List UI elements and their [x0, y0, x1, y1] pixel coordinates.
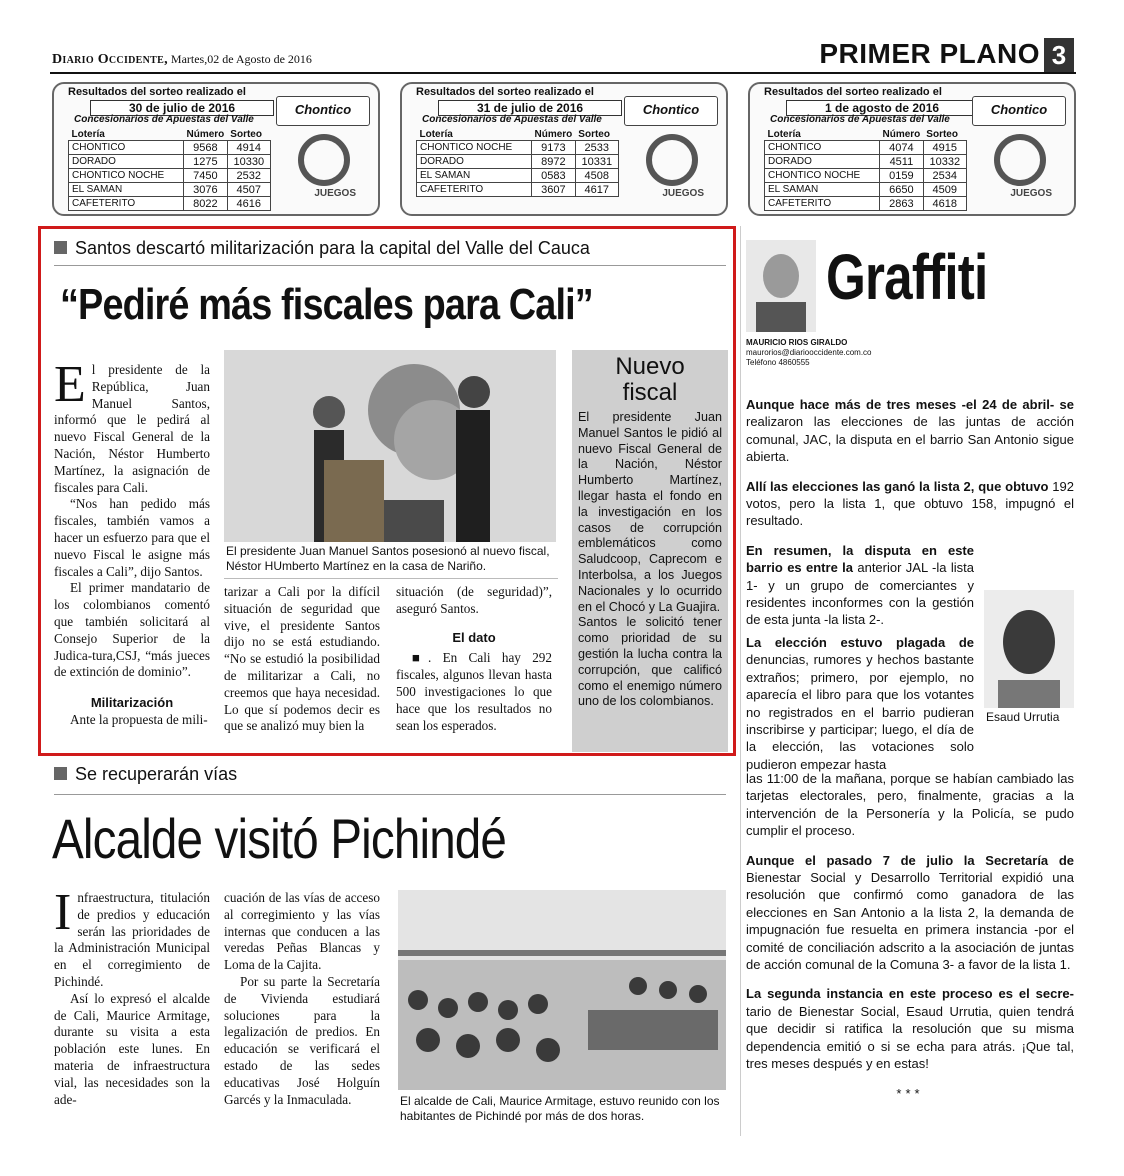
article2-col2: [224, 890, 380, 1108]
paragraph: las 11:00 de la mañana, porque se habían cambiado las tarjetas electorales, pero, finalmente, gracias a la intervención de la Personería y la Policía, se pudo cumplir el proceso.: [746, 771, 1074, 839]
author-name: MAURICIO RIOS GIRALDO: [746, 338, 848, 347]
table-row: DORADO 4511 10332: [765, 155, 967, 169]
article1-headline: “Pediré más fiscales para Cali”: [60, 280, 593, 329]
lottery-title: Resultados del sorteo realizado el: [68, 86, 246, 98]
paragraph: El presidente Juan Manuel Santos le pidió al nuevo Fiscal General de la Nación, Néstor Humberto Martínez, llegar hasta el fondo en la investigación en los casos de corrupción emblemáticos como Saludcoop, Caprecom e Interbolsa, a los Juegos Nacionales y lo ocurrido en el Chocó y La Guajira.: [578, 410, 722, 614]
author-phone: Teléfono 4860555: [746, 358, 810, 367]
table-row: CHONTICO 9568 4914: [69, 141, 271, 155]
lottery-date: 31 de julio de 2016: [438, 100, 622, 116]
paragraph: El primer mandatario de los colombianos comentó que también solicitará al Consejo Superior de la Judica-tura,CSJ, “más jueces de extinción de dominio”.: [54, 580, 210, 680]
col-header: Número: [186, 128, 225, 140]
paragraph: Así lo expresó el alcalde de Cali, Maurice Armitage, durante su visita a esta población este lunes. En materia de infraestructura vial, las necesidades son la ade-: [54, 990, 210, 1107]
column-divider: [740, 226, 741, 1136]
col-header: Sorteo: [926, 128, 958, 140]
paragraph: nfraestructura, titulación de predios y educación serán las prioridades de la Administración Municipal en el corregimiento de Pichindé.: [54, 890, 210, 989]
article2-col1: [54, 884, 210, 1108]
paper-name: Diario Occidente,: [52, 52, 168, 67]
photo1-caption: [226, 544, 552, 574]
square-bullet-icon: [54, 767, 67, 780]
juegos-logo: JUEGOS: [1010, 188, 1052, 199]
lead-in: La segunda instancia en este proceso es el secre-: [746, 986, 1074, 1002]
lottery-box-1: [52, 82, 380, 216]
table-row: EL SAMAN 6650 4509: [765, 183, 967, 197]
photo-pichinde-meeting: [398, 890, 726, 1090]
paragraph: ■. En Cali hay 292 fiscales, algunos llevan hasta 500 investigaciones lo que hace que los resultados no sean los esperados.: [396, 650, 552, 733]
table-row: DORADO 8972 10331: [417, 155, 619, 169]
paragraph: situación (de seguridad)”, aseguró Santos.: [396, 584, 552, 616]
article1-col3: [396, 584, 552, 734]
esaud-urrutia-photo: [984, 590, 1074, 708]
lottery-title: Resultados del sorteo realizado el: [764, 86, 942, 98]
photo-santos-fiscal: [224, 350, 556, 542]
sidebar-title-line1: Nuevo: [615, 353, 685, 380]
chontico-logo: Chontico: [972, 96, 1066, 126]
author-portrait: [746, 240, 816, 332]
seal-icon: [646, 134, 698, 186]
lead-in: Allí las elecciones las ganó la lista 2, que obtuvo: [746, 478, 1049, 494]
author-info: [746, 338, 872, 368]
kicker-text: Se recuperarán vías: [75, 764, 238, 784]
article2-kicker: [54, 764, 237, 785]
graffiti-body-cont: [746, 770, 1074, 1102]
juegos-logo: JUEGOS: [662, 188, 704, 199]
column-title: Graffiti: [826, 241, 988, 313]
col-header: Lotería: [71, 128, 105, 140]
graffiti-body-wrap: [746, 634, 974, 773]
sidebar-title-line2: fiscal: [622, 379, 678, 406]
lead-in: La elección estuvo plagada de: [746, 635, 974, 650]
col-header: Sorteo: [230, 128, 262, 140]
seal-icon: [298, 134, 350, 186]
lottery-table: [764, 128, 967, 211]
paragraph: Allí las elecciones las ganó la lista 2, que obtuvo 192 votos, pero la lista 1, que obtuvo 158, impugnó el resultado.: [746, 478, 1074, 529]
col-header: Número: [882, 128, 921, 140]
lottery-table: [416, 128, 619, 197]
esaud-caption: Esaud Urrutia: [986, 710, 1060, 724]
table-row: CAFETERITO 3607 4617: [417, 183, 619, 197]
esaud-portrait: [984, 590, 1074, 708]
lottery-subtitle: Concesionarios de Apuestas del Valle: [422, 114, 602, 125]
table-row: EL SAMAN 3076 4507: [69, 183, 271, 197]
kicker-text: Santos descartó militarización para la capital del Valle del Cauca: [75, 238, 590, 258]
seal-icon: [994, 134, 1046, 186]
kicker-rule: [54, 265, 726, 266]
article1-col1: [54, 356, 210, 729]
lottery-box-2: [400, 82, 728, 216]
end-mark: ***: [896, 1085, 924, 1101]
paragraph: Aunque el pasado 7 de julio la Secretaría de Bienestar Social y Desarrollo Territorial expidió una resolución que confirmó como ganadora de las elecciones en San Antonio a la lista 2, la demanda de impugnación fue resuelta en primera instancia -por el comité de conciliación adscrito a la asociación de juntas de acción comunal de la Comuna 3- a favor de la lista 1.: [746, 852, 1074, 973]
lead-in: Aunque el pasado 7 de julio la Secretaría de: [746, 852, 1074, 868]
table-row: CHONTICO NOCHE 7450 2532: [69, 169, 271, 183]
lottery-subtitle: Concesionarios de Apuestas del Valle: [74, 114, 254, 125]
table-row: CHONTICO NOCHE 0159 2534: [765, 169, 967, 183]
caption-text: Juan Manuel Santos posesionó al nuevo fiscal, Néstor HUmberto Martínez en la casa de Nariño.: [226, 544, 550, 573]
lottery-title: Resultados del sorteo realizado el: [416, 86, 594, 98]
table-row: EL SAMAN 0583 4508: [417, 169, 619, 183]
paragraph: Ante la propuesta de mili-: [70, 711, 208, 727]
lottery-box-3: [748, 82, 1076, 216]
table-row: DORADO 1275 10330: [69, 155, 271, 169]
issue-date: Martes,02 de Agosto de 2016: [170, 52, 312, 66]
paragraph: cuación de las vías de acceso al corregimiento y las vías internas que conducen a las veredas Peñas Blancas y Loma de la Cajita.: [224, 890, 380, 973]
table-row: CHONTICO 4074 4915: [765, 141, 967, 155]
paragraph: l presidente de la República, Juan Manuel Santos, informó que le pedirá al nuevo Fiscal General de la Nación, Néstor Humberto Martínez, la asignación de fiscales para Cali.: [54, 362, 210, 495]
sidebar-title: [572, 354, 728, 406]
subhead-el-dato: El dato: [452, 629, 496, 645]
paragraph: “Nos han pedido más fiscales, también vamos a hacer un esfuerzo para que el nuevo Fiscal le asigne más fiscales a Cali”, dijo Santos.: [54, 496, 210, 579]
chontico-logo: Chontico: [624, 96, 718, 126]
drop-cap: I: [54, 884, 72, 941]
lead-in: Aunque hace más de tres meses -el 24 de abril- se: [746, 397, 1074, 412]
table-row: CHONTICO NOCHE 9173 2533: [417, 141, 619, 155]
photo2-caption: El alcalde de Cali, Maurice Armitage, estuvo reunido con los habitantes de Pichindé por más de dos horas.: [400, 1094, 720, 1123]
lottery-date: 1 de agosto de 2016: [786, 100, 978, 116]
drop-cap: E: [54, 356, 86, 413]
subhead-militarizacion: Militarización: [90, 695, 174, 711]
lottery-subtitle: Concesionarios de Apuestas del Valle: [770, 114, 950, 125]
kicker-rule: [54, 794, 726, 795]
col-header: Lotería: [767, 128, 801, 140]
article1-col2: [224, 584, 380, 735]
article2-headline: Alcalde visitó Pichindé: [52, 807, 507, 870]
lottery-table: [68, 128, 271, 211]
col-header: Sorteo: [578, 128, 610, 140]
masthead: [52, 52, 312, 68]
photo-illustration: [398, 890, 726, 1090]
paragraph: tarizar a Cali por la difícil situación de seguridad que vive, el presidente Santos dijo no se está estudiando. “No se estudió la posibilidad de militarizar a Cali, no creemos que haya necesidad. Lo que sí podemos decir es que se analizó muy bien la: [224, 584, 380, 734]
sidebar-nuevo-fiscal: [572, 350, 728, 752]
chontico-logo: Chontico: [276, 96, 370, 126]
paragraph: Por su parte la Secretaría de Vivienda estudiará soluciones para la legalización de predios. En educación se verificará el estado de las sedes educativas José Holguín Garcés y la Inmaculada.: [224, 973, 380, 1107]
article1-kicker: [54, 238, 590, 259]
square-bullet-icon: [54, 241, 67, 254]
paragraph: En resumen, la disputa en este barrio es entre la anterior JAL -la lista 1- y un grupo de comerciantes y residentes inconformes con la gestión de esta junta -la lista 2-.: [746, 542, 974, 628]
lottery-date: 30 de julio de 2016: [90, 100, 274, 116]
caption-lead: El presidente: [226, 544, 297, 558]
page-number: 3: [1044, 38, 1074, 72]
col-header: Número: [534, 128, 573, 140]
table-row: CAFETERITO 8022 4616: [69, 197, 271, 211]
section-title: PRIMER PLANO: [819, 38, 1040, 69]
table-row: CAFETERITO 2863 4618: [765, 197, 967, 211]
author-photo: [746, 240, 816, 332]
caption-rule: [224, 578, 558, 579]
photo-illustration: [224, 350, 556, 542]
paragraph: La elección estuvo plagada de denuncias, rumores y hechos bastante extraños; primero, por ejemplo, no aparecía el libro para que los votantes no registrados en el barrio pudieran inscribirse y participar; luego, el día de la elección, las votaciones solo pudieron empezar hasta: [746, 635, 974, 772]
paragraph: Santos le solicitó tener como prioridad de su gestión la lucha contra la corrupción, que calificó como el enemigo número uno de los colombianos.: [578, 615, 722, 709]
paragraph: Aunque hace más de tres meses -el 24 de abril- se realizaron las elecciones de las juntas de acción comunal, JAC, la disputa en el barrio San Antonio sigue abierta.: [746, 397, 1074, 465]
col-header: Lotería: [419, 128, 453, 140]
paragraph: La segunda instancia en este proceso es el secre- tario de Bienestar Social, Esaud Urrutia, quien tendrá que decidir si ratifica la resolución que su misma dependencia emitió o si se echa para atrás. ¡Que tal, tres meses después y en estas!: [746, 986, 1074, 1072]
lead-in: En resumen, la disputa en este barrio es entre la: [746, 542, 974, 576]
juegos-logo: JUEGOS: [314, 188, 356, 199]
sidebar-body: [572, 406, 728, 714]
header-rule: [50, 72, 1076, 74]
author-email: maurorios@diariooccidente.com.co: [746, 348, 872, 357]
